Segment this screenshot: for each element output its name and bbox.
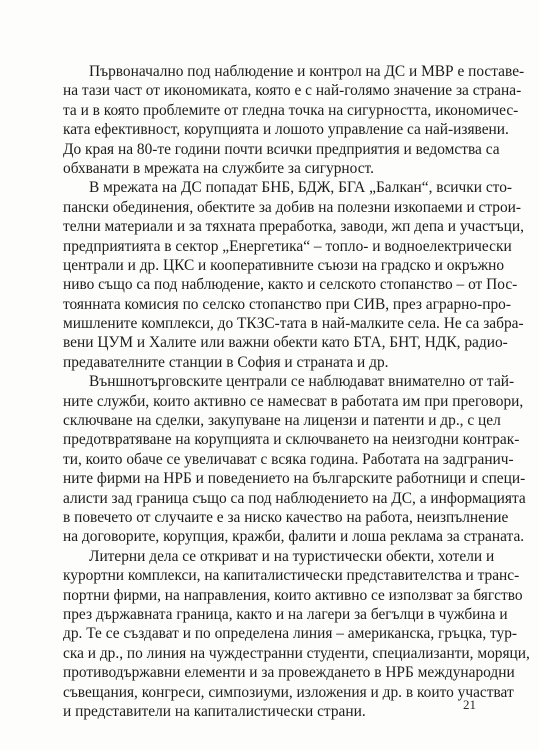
text-line: противодържавни елементи и за провеждането в НРБ международни <box>63 664 515 682</box>
text-line: тоянната комисия по селско стопанство при СИВ, през аграрно-про- <box>63 295 511 313</box>
text-line: сключване на сделки, закупуване на лицензи и патенти и др., с цел <box>63 412 501 430</box>
text-line: предавателните станции в София и страната и др. <box>63 353 389 371</box>
text-line: обхванати в мрежата на службите за сигурност. <box>63 159 374 177</box>
text-line: през държавната граница, както и на лагери за бегълци в чужбина и <box>63 605 508 623</box>
text-line: др. Те се създават и по определена линия – американска, гръцка, тур- <box>63 625 518 643</box>
text-line: централи и др. ЦКС и кооперативните съюзи на градско и окръжно <box>63 256 505 274</box>
text-line: ните служби, които активно се намесват в работата им при преговори, <box>63 392 524 410</box>
text-line: алисти зад граница също са под наблюдението на ДС, а информацията <box>63 489 526 507</box>
text-line: ти, които обаче се увеличават с всяка година. Работата на задгранич- <box>63 450 514 468</box>
text-line: на тази част от икономиката, която е с най-голямо значение за страна- <box>63 82 522 100</box>
text-line: телни материали и за тяхната преработка, заводи, жп депа и участъци, <box>63 218 524 236</box>
paragraph <box>63 62 525 178</box>
text-line: и представители на капиталистически страни. <box>63 702 366 720</box>
text-line: предприятията в сектор „Енергетика“ – топло- и водноелектрически <box>63 237 512 255</box>
text-line: портни фирми, на направления, които активно се използват за бягство <box>63 586 523 604</box>
text-line: ска и др., по линия на чуждестранни студенти, специализанти, моряци, <box>63 644 530 662</box>
text-line: Първоначално под наблюдение и контрол на ДС и МВР е поставе- <box>89 63 525 80</box>
text-line: та и в която проблемите от гледна точка на сигурността, икономичес- <box>63 101 519 119</box>
text-line: вени ЦУМ и Халите или важни обекти като БТА, БНТ, НДК, радио- <box>63 334 508 352</box>
text-line: в повечето от случаите е за ниско качество на работа, неизпълнение <box>63 508 509 526</box>
text-line: курортни комплекси, на капиталистически представителства и транс- <box>63 567 520 585</box>
text-line: До края на 80-те години почти всички предприятия и ведомства са <box>63 140 500 158</box>
text-line: Литерни дела се откриват и на туристически обекти, хотели и <box>89 547 495 565</box>
paragraph <box>63 372 526 547</box>
body-text <box>63 62 530 721</box>
paragraph <box>63 547 530 722</box>
text-line: ните фирми на НРБ и поведението на българските работници и специ- <box>63 470 526 488</box>
text-line: Външнотърговските централи се наблюдават внимателно от тай- <box>89 373 515 391</box>
text-line: предотвратяване на корупцията и сключването на неизгодни контрак- <box>63 431 520 449</box>
text-line: мишлените комплекси, до ТКЗС-тата в най-малките села. Не са забра- <box>63 315 524 333</box>
text-line: В мрежата на ДС попадат БНБ, БДЖ, БГА „Балкан“, всички сто- <box>89 179 513 197</box>
text-line: съвещания, конгреси, симпозиуми, изложения и др. в които участват <box>63 683 514 701</box>
text-line: ниво също са под наблюдение, както и селското стопанство – от Пос- <box>63 276 518 294</box>
text-line: на договорите, корупция, кражби, фалити и лоша реклама за страната. <box>63 528 525 546</box>
page-number: 21 <box>463 697 476 712</box>
text-line: ката ефективност, корупцията и лошото управление са най-изявени. <box>63 121 509 139</box>
paragraph <box>63 178 524 372</box>
text-line: пански обединения, обектите за добив на полезни изкопаеми и строи- <box>63 198 522 216</box>
